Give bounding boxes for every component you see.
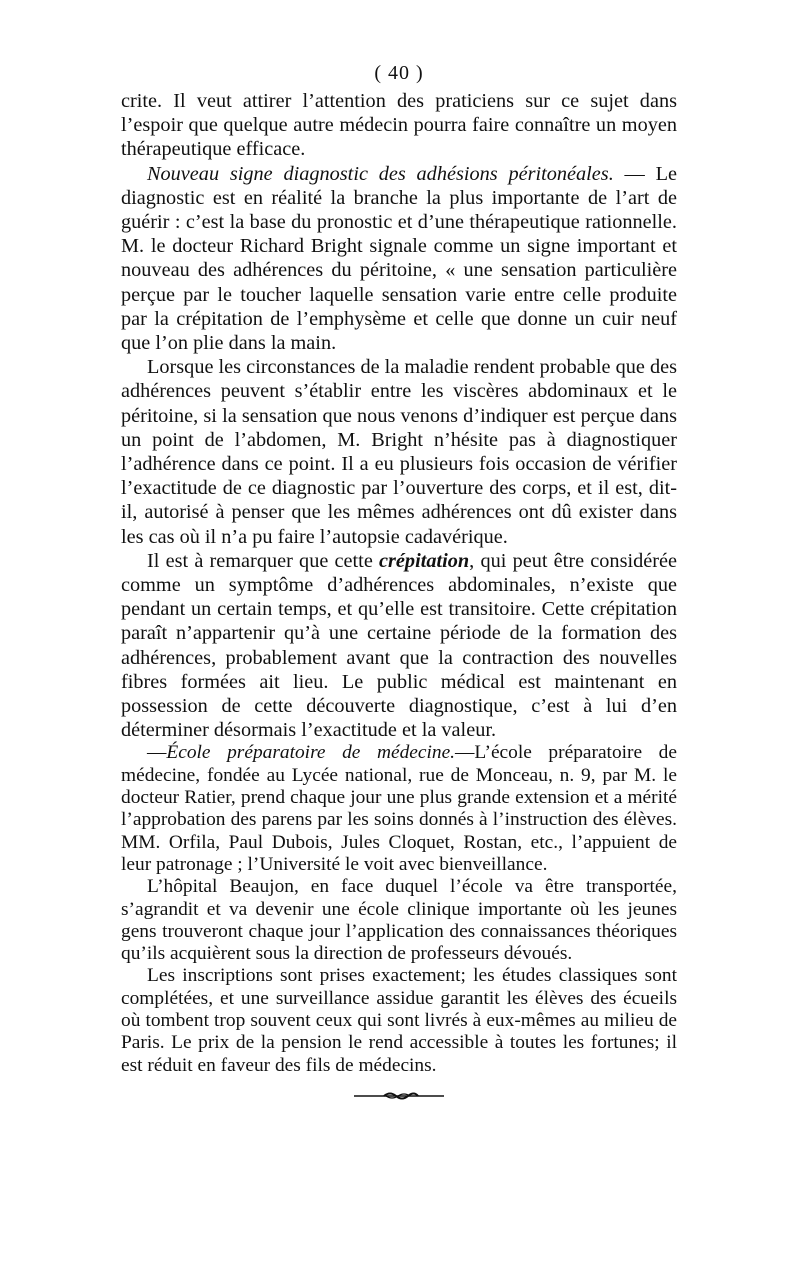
paragraph-peritoneal-adhesions [121,162,677,356]
section-heading-diagnostic-sign: Nouveau signe diagnostic des adhésions péritonéales. [147,162,614,185]
emphasized-term-crepitation: crépitation [379,549,470,572]
paragraph-text: L’hôpital Beaujon, en face duquel l’école va être transportée, s’agrandit et va devenir une école clinique importante où les jeunes gens trouveront chaque jour l’application des connaissances théoriques qu’ils acquièrent sous la direction de professeurs dévoués. [121,876,677,965]
end-ornament [354,1089,444,1103]
paragraph-inscriptions [121,965,677,1076]
paragraph-text: Les inscriptions sont prises exactement; les études classiques sont complétées, et une surveillance assidue garantit les élèves des écueils où tombent trop souvent ceux qui sont livrés à eux-mêmes au milieu de Paris. Le prix de la pension le rend accessible à toutes les fortunes; il est réduit en faveur des fils de médecins. [121,965,677,1076]
dash-lead: — [147,742,167,764]
paragraph-bright-diagnosis [121,355,677,549]
paragraph-text: Il est à remarquer que cette [147,549,380,572]
paragraph-text: crite. Il veut attirer l’attention des praticiens sur ce sujet dans l’espoir que quelque autre médecin pourra faire connaître un moyen thérapeutique efficace. [121,90,677,161]
paragraph-text: — Le diagnostic est en réalité la branche la plus importante de l’art de guérir : c’est la base du pronostic et d’une thérapeutique rationnelle. M. le docteur Richard Bright signale comme un signe important et nouveau des adhérences du péritoine, « une sensation particulière perçue par le toucher laquelle sensation varie entre celle produite par la crépitation de l’emphysème et celle que donne un cuir neuf que l’on plie dans la main. [121,162,678,355]
paragraph-ecole-preparatoire [121,742,677,876]
book-page [121,58,677,1103]
paragraph-crepitation [121,549,677,743]
paragraph-continuation [121,89,677,162]
paragraph-text: , qui peut être considérée comme un symptôme d’adhérences abdominales, n’existe que pendant un certain temps, et qu’elle est transitoire. Cette crépitation paraît n’appartenir qu’à une certaine période de la formation des adhérences, probablement avant que la contraction des nouvelles fibres formées ait lieu. Le public médical est maintenant en possession de cette découverte diagnostique, c’est à lui d’en déterminer désormais l’exactitude et la valeur. [121,549,677,742]
ornament-rule-icon [354,1089,444,1103]
paragraph-text: —L’école préparatoire de médecine, fondée au Lycée national, rue de Monceau, n. 9, par M. le docteur Ratier, prend chaque jour une plus grande extension et a mérité l’approbation des parens par les soins donnés à l’instruction des élèves. MM. Orfila, Paul Dubois, Jules Cloquet, Rostan, etc., l’appuient de leur patronage ; l’Université le voit avec bienveillance. [121,742,677,875]
page-number: ( 40 ) [374,62,424,84]
section-heading-ecole: École préparatoire de médecine. [166,742,456,764]
paragraph-text: Lorsque les circonstances de la maladie rendent probable que des adhérences peuvent s’établir entre les viscères abdominaux et le péritoine, si la sensation que nous venons d’indiquer est perçue dans un point de l’abdomen, M. Bright n’hésite pas à diagnostiquer l’adhérence dans ce point. Il a eu plusieurs fois occasion de vérifier l’exactitude de ce diagnostic par l’ouverture des corps, et il est, dit-il, autorisé à penser que les mêmes adhérences ont dû exister dans les cas où il n’a pu faire l’autopsie cadavérique. [121,356,677,548]
paragraph-hopital-beaujon [121,876,677,965]
